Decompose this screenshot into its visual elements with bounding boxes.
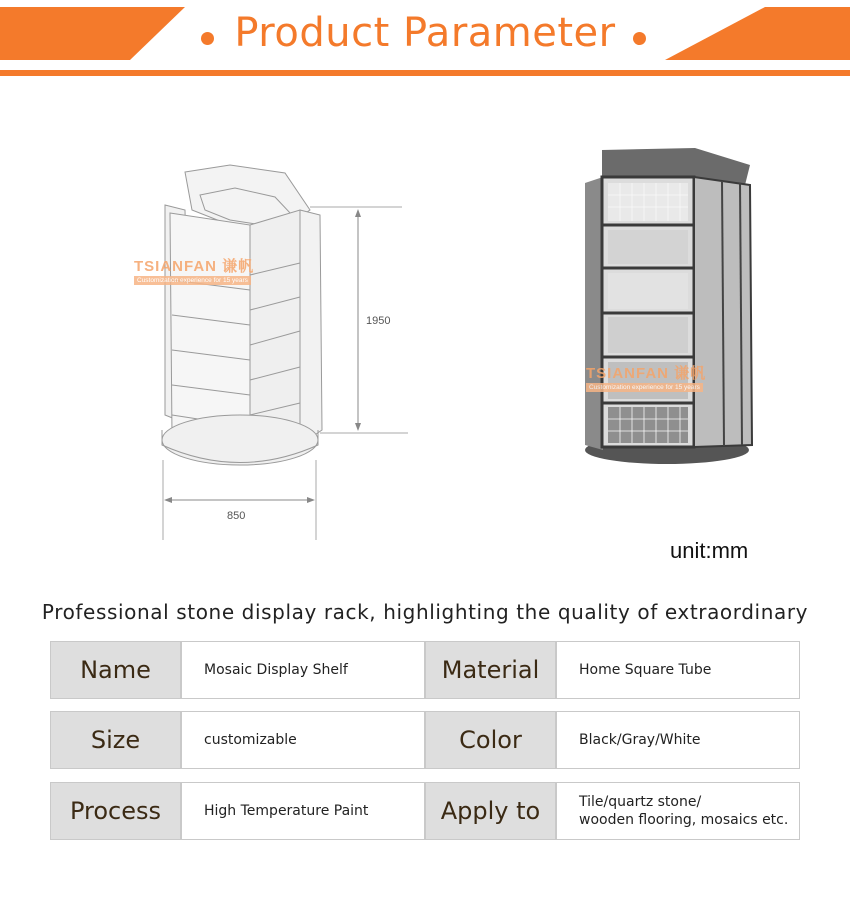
spec-value-name: Mosaic Display Shelf	[181, 641, 425, 699]
spec-value-process: High Temperature Paint	[181, 782, 425, 840]
spec-value-size: customizable	[181, 711, 425, 769]
spec-label-process: Process	[50, 782, 181, 840]
watermark-tagline: Customization experience for 15 years	[134, 276, 251, 285]
spec-value-apply-to	[556, 782, 800, 840]
spec-value-material: Home Square Tube	[556, 641, 800, 699]
technical-drawing	[0, 85, 850, 585]
product-tagline: Professional stone display rack, highlighting the quality of extraordinary	[41, 600, 809, 624]
spec-label-size: Size	[50, 711, 181, 769]
watermark-tagline-right: Customization experience for 15 years	[586, 383, 703, 392]
header-banner	[0, 0, 850, 80]
unit-label: unit:mm	[670, 538, 749, 563]
spec-label-material: Material	[425, 641, 556, 699]
watermark-brand-right: TSIANFAN 谦帆	[586, 365, 707, 382]
spec-label-color: Color	[425, 711, 556, 769]
spec-row	[50, 782, 800, 842]
width-dimension: 850	[227, 510, 246, 522]
product-drawing-area	[0, 85, 850, 585]
apply-to-line-1: Tile/quartz stone/	[579, 794, 702, 810]
spec-row	[50, 641, 800, 701]
watermark-brand: TSIANFAN 谦帆	[134, 258, 255, 275]
spec-label-name: Name	[50, 641, 181, 699]
spec-row	[50, 711, 800, 771]
apply-to-line-2: wooden flooring, mosaics etc.	[579, 812, 789, 828]
height-dimension: 1950	[366, 315, 391, 327]
spec-value-color: Black/Gray/White	[556, 711, 800, 769]
spec-label-apply-to: Apply to	[425, 782, 556, 840]
page-title: Product Parameter	[234, 10, 616, 56]
